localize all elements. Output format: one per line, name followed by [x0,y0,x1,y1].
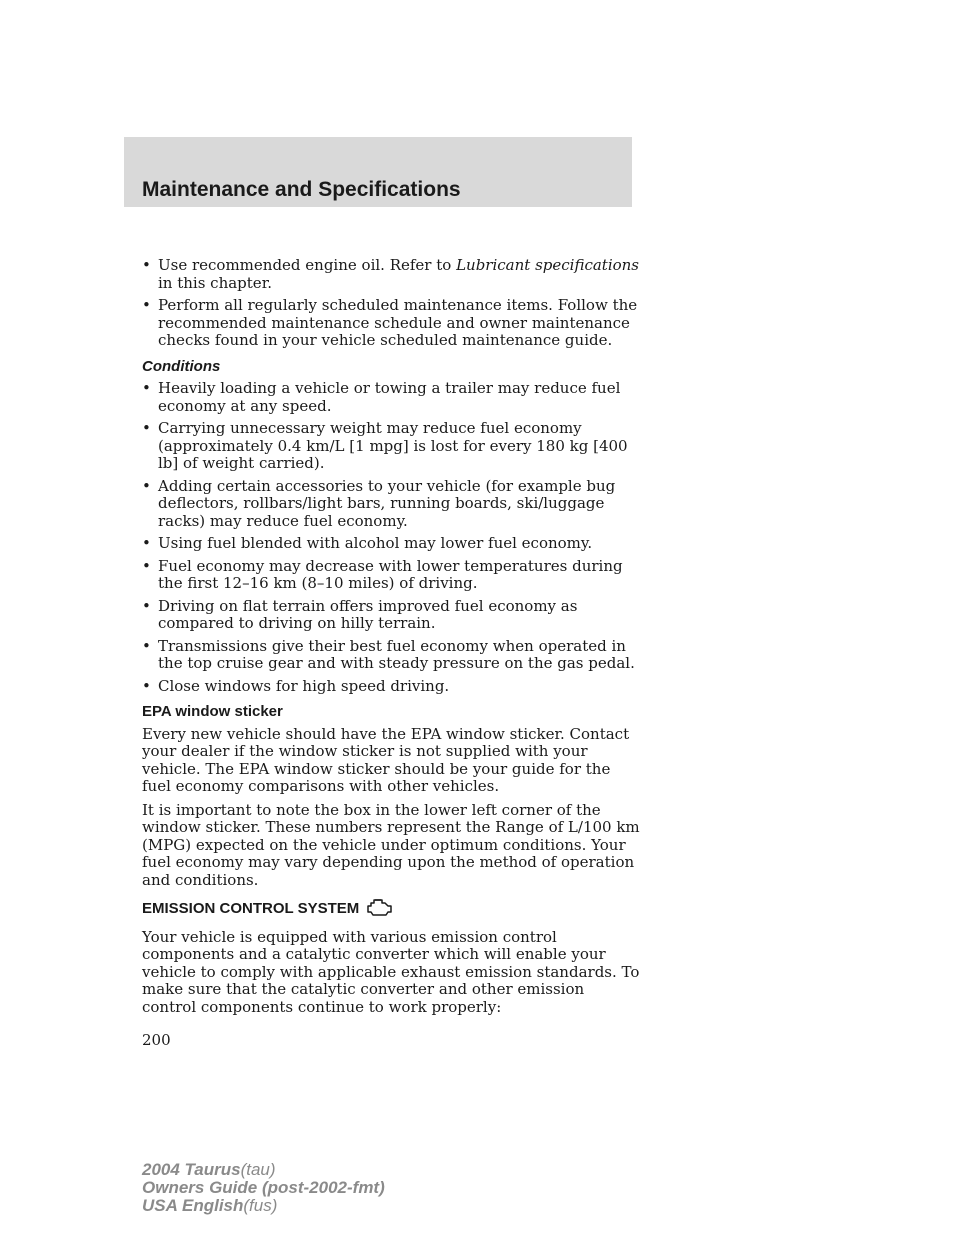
list-item [142,478,642,531]
emission-control-heading-text: EMISSION CONTROL SYSTEM [142,900,360,917]
page-content [142,257,642,1050]
footer-line: USA English(fus) [142,1196,278,1215]
bullet-text: Transmissions give their best fuel economy when operated in the top cruise gear and with steady pressure on the gas pedal. [158,636,635,672]
bullet-icon: • [142,256,151,274]
list-item [142,297,642,350]
document-footer [142,1161,385,1215]
paragraph: Your vehicle is equipped with various emission control components and a catalytic converter which will enable your vehicle to comply with applicable exhaust emission standards. To make sure that the catalytic converter and other emission control components continue to work properly: [142,927,640,1016]
page-number: 200 [142,1031,171,1049]
list-item [142,535,642,553]
list-item [142,598,642,633]
engine-icon [365,897,393,924]
list-item [142,678,642,696]
bullet-icon: • [142,676,151,695]
list-item [142,380,642,415]
bullet-icon: • [142,419,151,437]
bullet-text: Adding certain accessories to your vehicle (for example bug deflectors, rollbars/light bars, running boards, ski/luggage racks) may reduce fuel economy. [158,476,616,530]
bullet-icon: • [142,636,151,655]
paragraph: It is important to note the box in the lower left corner of the window sticker. These numbers represent the Range of L/100 km (MPG) expected on the vehicle under optimum conditions. Your fuel economy may vary depending upon the method of operation and conditions. [142,800,640,889]
bullet-text: Use recommended engine oil. Refer to Lubricant specifications in this chapter. [158,256,640,292]
list-item [142,638,642,673]
list-item [142,558,642,593]
emission-control-heading [142,897,642,924]
footer-line: 2004 Taurus(tau) [142,1160,276,1179]
bullet-icon: • [142,476,151,495]
bullet-text: Carrying unnecessary weight may reduce fuel economy (approximately 0.4 km/L [1 mpg] is lost for every 180 kg [400 lb] of weight carried). [158,419,628,472]
bullet-text: Using fuel blended with alcohol may lower fuel economy. [158,534,593,552]
footer-line: Owners Guide (post-2002-fmt) [142,1178,385,1197]
conditions-heading: Conditions [142,357,221,375]
bullet-icon: • [142,379,151,397]
bullet-text: Fuel economy may decrease with lower temperatures during the first 12–16 km (8–10 miles) of driving. [158,556,623,592]
epa-window-sticker-heading: EPA window sticker [142,703,283,720]
bullet-icon: • [142,556,151,575]
lubricant-specifications-reference: Lubricant specifications [456,256,640,274]
paragraph: Every new vehicle should have the EPA window sticker. Contact your dealer if the window sticker is not supplied with your vehicle. The EPA window sticker should be your guide for the fuel economy comparisons with other vehicles. [142,724,630,795]
bullet-icon: • [142,596,151,615]
bullet-icon: • [142,534,151,552]
bullet-text: Perform all regularly scheduled maintenance items. Follow the recommended maintenance schedule and owner maintenance checks found in your vehicle scheduled maintenance guide. [158,296,638,349]
bullet-text: Driving on flat terrain offers improved fuel economy as compared to driving on hilly terrain. [158,596,578,632]
list-item [142,420,642,473]
section-title: Maintenance and Specifications [142,178,461,201]
list-item [142,257,642,292]
bullet-text: Close windows for high speed driving. [158,676,450,695]
bullet-icon: • [142,296,151,314]
bullet-text: Heavily loading a vehicle or towing a trailer may reduce fuel economy at any speed. [158,379,621,415]
